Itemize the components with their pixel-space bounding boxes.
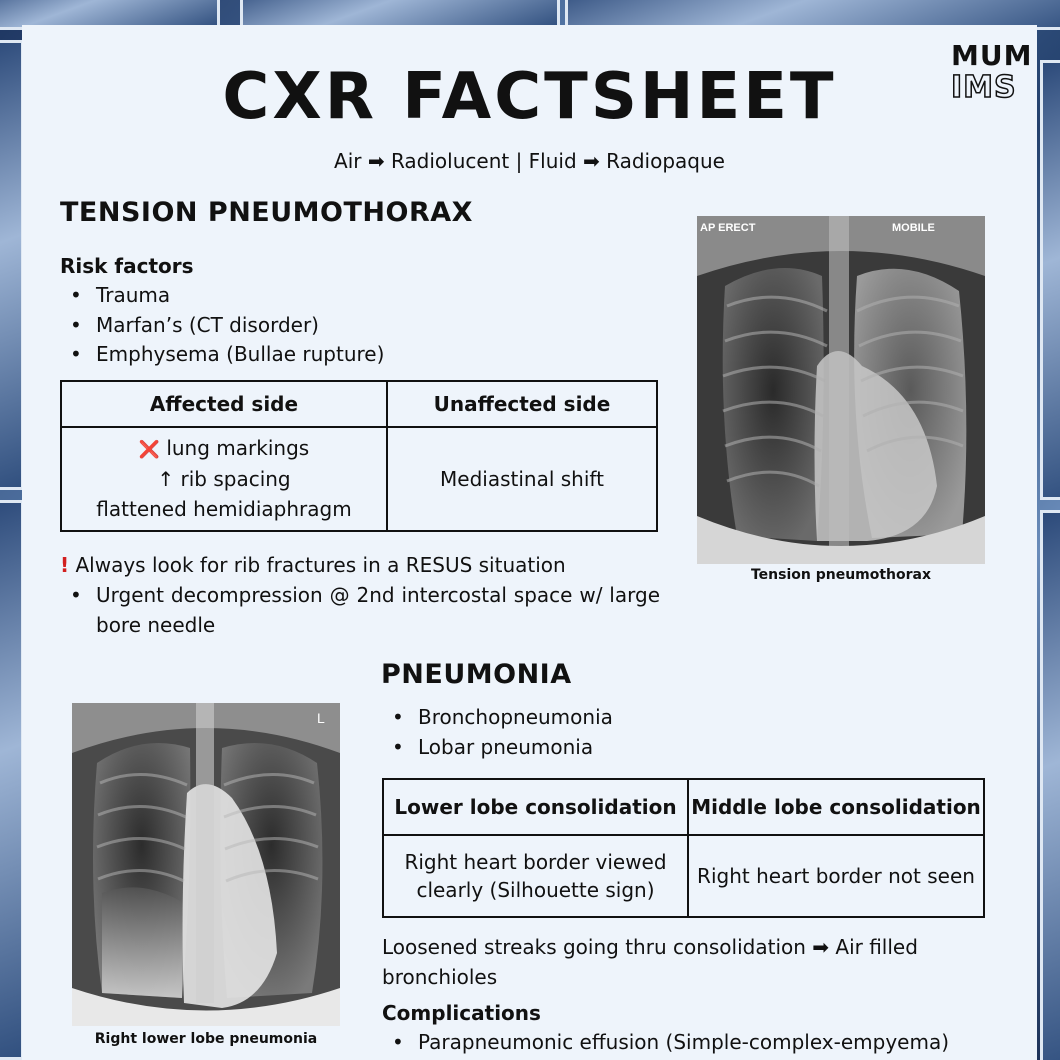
risk-factors-list bbox=[60, 281, 384, 370]
pneumonia-types-list bbox=[382, 703, 613, 762]
tension-xray-image bbox=[697, 216, 985, 564]
pneumonia-heading: PNEUMONIA bbox=[381, 659, 572, 690]
pneumonia-xray-image bbox=[72, 703, 340, 1026]
table-header: Affected side bbox=[61, 381, 387, 427]
tension-heading: TENSION PNEUMOTHORAX bbox=[60, 197, 473, 228]
background-xray-tile bbox=[0, 40, 24, 490]
logo-line-1: MUM bbox=[951, 39, 1033, 72]
table-cell-line: flattened hemidiaphragm bbox=[96, 496, 352, 521]
complications-label: Complications bbox=[382, 1001, 541, 1025]
tension-table bbox=[60, 380, 658, 532]
list-item: • Lobar pneumonia bbox=[382, 733, 613, 763]
table-cell: Right heart border viewed clearly (Silhouette sign) bbox=[383, 835, 688, 917]
action-list bbox=[60, 581, 660, 640]
table-header: Unaffected side bbox=[387, 381, 657, 427]
logo-line-2: IMS bbox=[951, 70, 1017, 105]
unaffected-cell: Mediastinal shift bbox=[387, 427, 657, 531]
warning-text: Always look for rib fractures in a RESUS situation bbox=[75, 553, 566, 577]
list-item: • Emphysema (Bullae rupture) bbox=[60, 340, 384, 370]
cross-icon: ❌ bbox=[138, 439, 160, 460]
table-header: Middle lobe consolidation bbox=[688, 779, 984, 835]
list-item: • Parapneumonic effusion (Simple-complex-empyema) bbox=[382, 1028, 949, 1058]
background-xray-tile bbox=[1040, 60, 1060, 500]
chest-xray-icon bbox=[72, 703, 340, 1026]
exclamation-icon: ! bbox=[60, 553, 70, 577]
affected-cell bbox=[61, 427, 387, 531]
list-item: • Marfan’s (CT disorder) bbox=[60, 311, 384, 341]
pneumonia-image-caption: Right lower lobe pneumonia bbox=[94, 1031, 318, 1047]
risk-factors-label: Risk factors bbox=[60, 254, 194, 278]
table-header: Lower lobe consolidation bbox=[383, 779, 688, 835]
chest-xray-icon bbox=[697, 216, 985, 564]
factsheet bbox=[22, 25, 1037, 1060]
list-item: • Bronchopneumonia bbox=[382, 703, 613, 733]
background-xray-tile bbox=[0, 500, 24, 1060]
background-xray-tile bbox=[1040, 510, 1060, 1060]
xray-label-left: AP ERECT bbox=[700, 222, 756, 234]
xray-label-right: MOBILE bbox=[892, 222, 935, 234]
tension-image-caption: Tension pneumothorax bbox=[750, 567, 932, 583]
cell-text: lung markings bbox=[166, 435, 310, 460]
warning-line bbox=[60, 551, 660, 581]
table-cell: Right heart border not seen bbox=[688, 835, 984, 917]
table-cell-line: ↑ rib spacing bbox=[157, 467, 291, 492]
complications-list bbox=[382, 1028, 949, 1058]
list-item: • Trauma bbox=[60, 281, 384, 311]
table-cell-line bbox=[62, 434, 386, 466]
page-title: CXR FACTSHEET bbox=[222, 60, 837, 134]
list-item: • Urgent decompression @ 2nd intercostal space w/ large bore needle bbox=[60, 581, 660, 640]
xray-marker: L bbox=[317, 710, 325, 726]
pneumonia-table bbox=[382, 778, 985, 918]
pneumonia-note: Loosened streaks going thru consolidation ➡ Air filled bronchioles bbox=[382, 935, 918, 989]
page-subtitle: Air ➡ Radiolucent | Fluid ➡ Radiopaque bbox=[334, 149, 725, 173]
